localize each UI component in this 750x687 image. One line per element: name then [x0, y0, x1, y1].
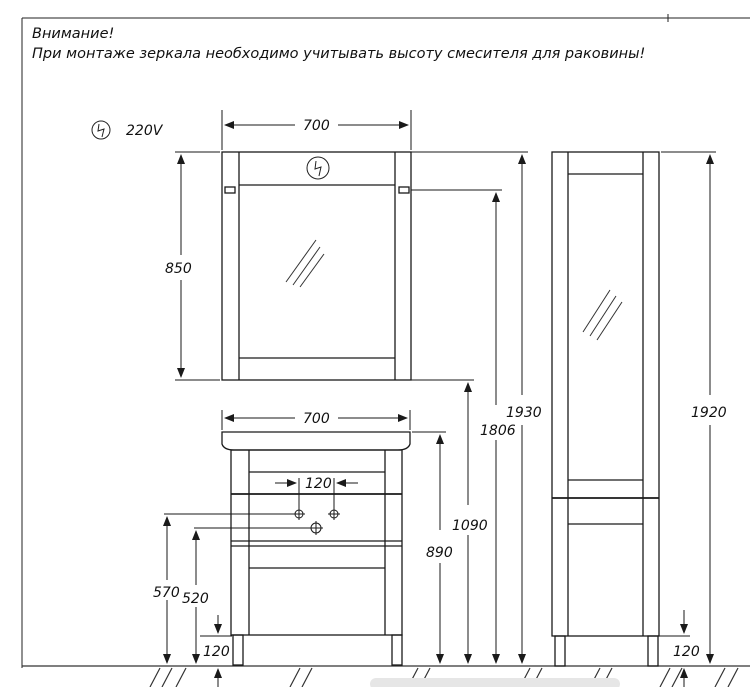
dim-drain-height-label: 520: [182, 591, 209, 607]
dim-faucet-spacing-label: 120: [305, 476, 332, 492]
mirror-glare: [286, 240, 324, 287]
notice-text: При монтаже зеркала необходимо учитывать высоту смесителя для раковины!: [32, 46, 646, 62]
vanity-unit: [222, 432, 410, 665]
floor-line: [22, 666, 750, 687]
dim-mirror-top-height-label: 1930: [506, 405, 542, 421]
dim-vanity-height-label: 890: [426, 545, 453, 561]
dim-mirror-bottom-height-label: 1090: [452, 518, 488, 534]
mirror-cabinet: [222, 152, 411, 380]
dim-mirror-width-label: 700: [303, 118, 330, 134]
notice-title: Внимание!: [32, 26, 115, 42]
mirror-glare: [583, 290, 622, 340]
dim-hot-water-height-label: 570: [153, 585, 180, 601]
dim-leg-height-label: 120: [203, 644, 230, 660]
electric-outlet-icon: [92, 121, 110, 139]
power-label: 220V: [126, 123, 163, 139]
dim-cabinet-leg-height-label: 120: [673, 644, 700, 660]
page-border: [22, 14, 750, 668]
dim-vanity-width-label: 700: [303, 411, 330, 427]
dim-cabinet-height-label: 1920: [691, 405, 727, 421]
tall-cabinet: [552, 152, 659, 666]
dim-mirror-mount-height-label: 1806: [480, 423, 516, 439]
dim-mirror-height-label: 850: [165, 261, 192, 277]
electric-outlet-icon: [307, 157, 329, 179]
